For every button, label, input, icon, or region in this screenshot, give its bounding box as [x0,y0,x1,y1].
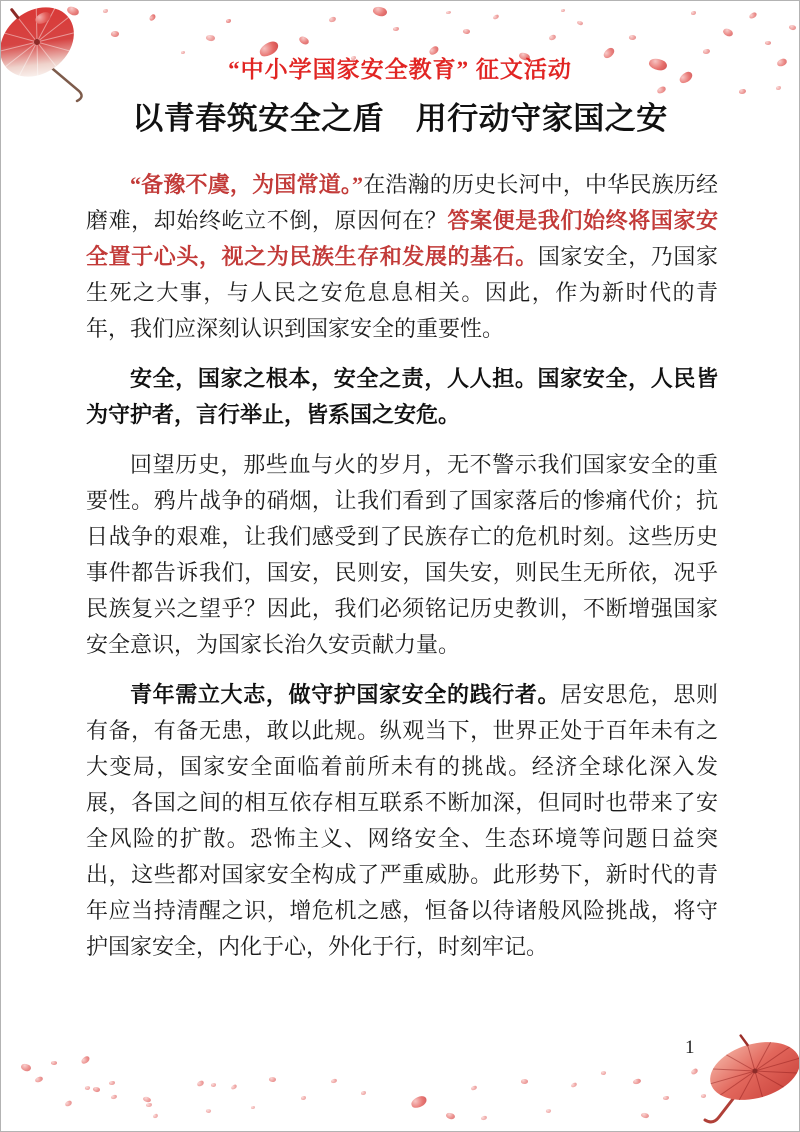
petal-icon [205,34,215,42]
essay-paragraph [86,677,718,965]
petal-icon [148,13,157,21]
essay-body [86,167,718,979]
contest-header: “中小学国家安全教育” 征文活动 [228,57,572,82]
petal-icon [776,86,781,90]
text-segment: 居安思危，思则有备，有备无患，敢以此规。纵观当下，世界正处于百年未有之大变局，国家安全面临着前所未有的挑战。经济全球化深入发展，各国之间的相互依存相互联系不断加深，但同时也带来了安全风险的扩散。恐怖主义、网络安全、生态环境等问题日益突出，这些都对国家安全构成了严重威胁。此形势下，新时代的青年应当持清醒之识，增危机之感，恒备以待诸般风险挑战，将守护国家安全，内化于心，外化于行，时刻牢记。 [86,682,718,959]
petal-icon [268,1076,276,1083]
petal-icon [211,1083,217,1088]
petal-icon [576,20,583,26]
petal-icon [329,16,337,22]
petal-icon [629,34,637,40]
petal-icon [230,1084,237,1090]
essay-paragraph [86,447,718,663]
petal-icon [301,1096,306,1100]
petal-icon [361,1091,366,1095]
text-segment: 安全，国家之根本，安全之责，人人担。国家安全，人民皆为守护者，言行举止，皆系国之安危。 [86,366,718,427]
petal-icon [153,1113,159,1118]
petal-icon [548,34,556,41]
petal-icon [331,1079,338,1084]
petal-icon [481,1116,488,1121]
petal-icon [492,14,499,20]
petal-icon [521,1078,529,1084]
essay-paragraph [86,361,718,433]
petal-icon [51,1061,58,1066]
petal-icon [205,1108,211,1113]
text-segment: 在浩瀚的历史长河中，中华民族历经磨难，却始终屹立不倒，原因何在？ [86,172,718,233]
petal-icon [601,1070,607,1075]
text-segment: “备豫不虞，为国常道。” [130,172,364,197]
petal-icon [471,1085,478,1090]
essay-paragraph [86,167,718,347]
petal-icon [372,5,388,18]
petal-icon [64,1100,72,1107]
umbrella-bottom-right-icon [689,1023,800,1132]
petal-icon [111,30,120,37]
petal-icon [298,35,310,47]
petal-icon [393,27,399,31]
petal-icon [445,1111,456,1120]
petal-icon [765,41,772,46]
text-segment: 国家安全，乃国家生死之大事，与人民之安危息息相关。因此，作为新时代的青年，我们应深刻认识到国家安全的重要性。 [86,244,718,341]
petal-icon [226,19,231,23]
petal-icon [691,11,696,15]
essay-title: 以青春筑安全之盾 用行动守家国之安 [132,101,668,136]
petal-icon [546,1108,552,1113]
petal-icon [561,9,565,12]
petal-icon [196,1080,204,1087]
petal-icon [410,1095,428,1110]
petal-icon [80,1055,91,1065]
petal-icon [748,12,757,20]
page-number: 1 [685,1037,695,1058]
petal-icon [570,1082,577,1088]
text-segment: 青年需立大志，做守护国家安全的践行者。 [130,682,561,707]
text-segment: 答案便是我们始终将国家安全置于心头，视之为民族生存和发展的基石。 [86,208,718,269]
petal-icon [85,1085,91,1090]
petal-icon [663,1096,669,1100]
text-segment: 回望历史，那些血与火的岁月，无不警示我们国家安全的重要性。鸦片战争的硝烟，让我们看到了国家落后的惨痛代价；抗日战争的艰难，让我们感受到了民族存亡的危机时刻。这些历史事件都告诉我们，国安，民则安，国失安，则民生无所依，况乎民族复兴之望乎？因此，我们必须铭记历史教训，不断增强国家安全意识，为国家长治久安贡献力量。 [86,452,718,657]
petal-icon [92,1086,100,1093]
petal-icon [446,11,451,14]
petal-icon [34,1076,43,1083]
petal-icon [722,27,734,38]
petal-icon [251,1106,255,1109]
petal-icon [109,1081,115,1085]
petal-icon [111,1095,118,1100]
petal-icon [146,1103,152,1107]
petal-icon [640,1112,649,1119]
petal-icon [20,1062,32,1073]
petal-icon [788,24,796,31]
petal-icon [462,28,470,35]
petal-icon [633,1078,642,1084]
